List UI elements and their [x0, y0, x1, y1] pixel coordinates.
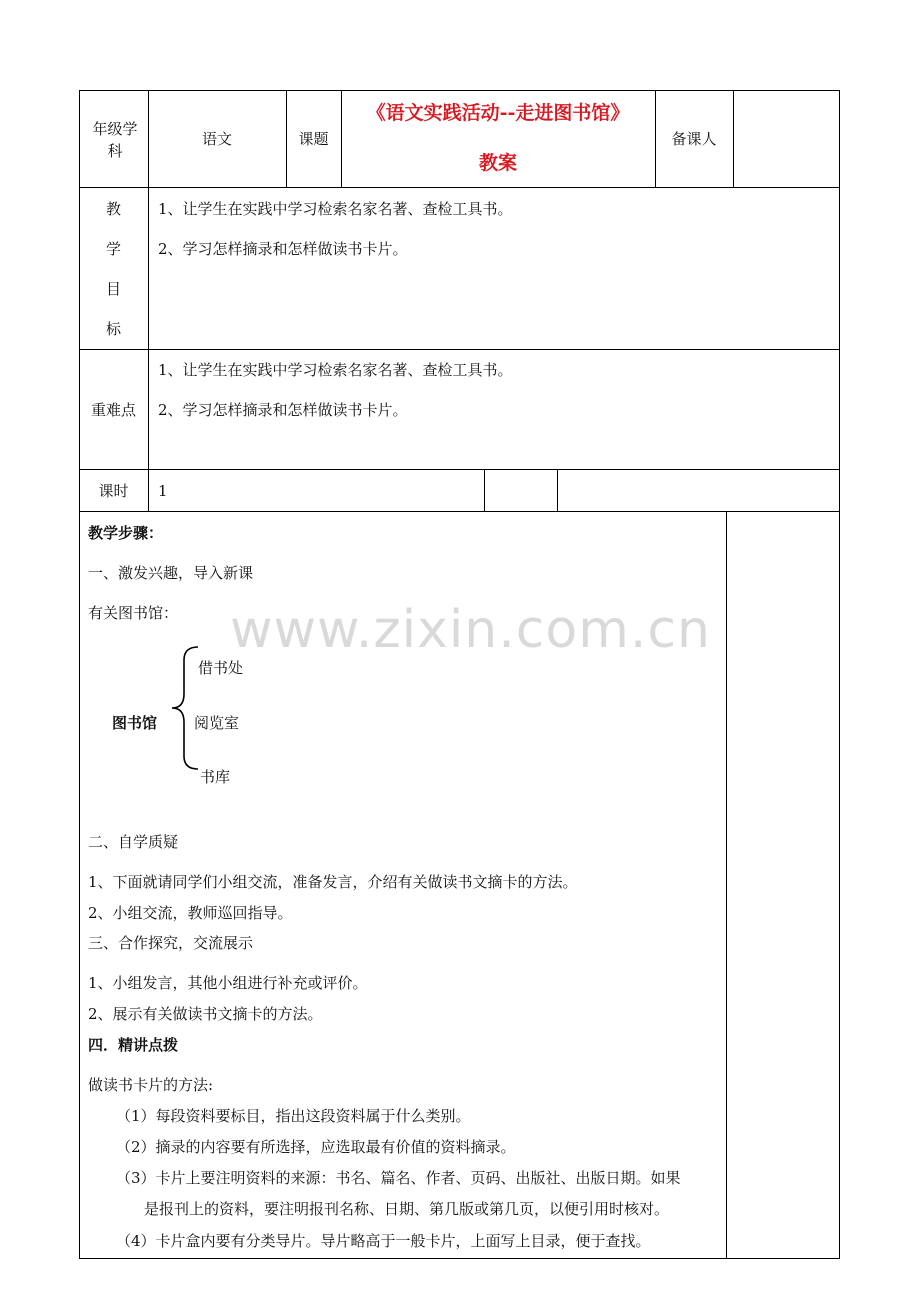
step-item: 1、小组发言，其他小组进行补充或评价。 — [88, 974, 368, 992]
grade-subject-label: 年级学科 — [92, 120, 138, 160]
steps-heading: 教学步骤： — [88, 524, 164, 542]
library-intro: 有关图书馆： — [88, 604, 179, 622]
method-title: 做读书卡片的方法: — [88, 1076, 214, 1094]
hours-label: 课时 — [98, 482, 129, 500]
section-heading: 四．精讲点拨 — [88, 1036, 179, 1054]
preparer-label: 备课人 — [671, 130, 717, 148]
library-root: 图书馆 — [112, 714, 158, 732]
table-divider — [557, 469, 558, 512]
step-item: 2、展示有关做读书文摘卡的方法。 — [88, 1005, 323, 1023]
hours-value: 1 — [158, 482, 168, 500]
table-divider — [79, 469, 840, 470]
library-branch: 借书处 — [198, 659, 244, 677]
table-border-left — [79, 90, 80, 1259]
method-item: （4）卡片盒内要有分类导片。导片略高于一般卡片，上面写上目录，便于查找。 — [116, 1232, 651, 1250]
objective-item: 1、让学生在实践中学习检索名家名著、查检工具书。 — [158, 200, 513, 218]
library-branch: 书库 — [200, 768, 231, 786]
objectives-label-char: 学 — [105, 240, 121, 258]
objectives-label-char: 标 — [105, 320, 121, 338]
key-points-label: 重难点 — [90, 401, 136, 419]
step-item: 1、下面就请同学们小组交流，准备发言，介绍有关做读书文摘卡的方法。 — [88, 873, 578, 891]
table-border-top — [79, 90, 840, 91]
subject-value: 语文 — [201, 130, 232, 148]
table-divider — [726, 511, 727, 1259]
key-point-item: 2、学习怎样摘录和怎样做读书卡片。 — [158, 401, 408, 419]
table-divider — [148, 187, 149, 512]
section-heading: 二、自学质疑 — [88, 833, 179, 851]
section-heading: 三、合作探究，交流展示 — [88, 934, 254, 952]
library-branch: 阅览室 — [194, 714, 240, 732]
objectives-label-char: 目 — [105, 280, 121, 298]
method-item: （1）每段资料要标目，指出这段资料属于什么类别。 — [116, 1107, 471, 1125]
key-point-item: 1、让学生在实践中学习检索名家名著、查检工具书。 — [158, 361, 513, 379]
table-border-right — [839, 90, 840, 1259]
section-heading: 一、激发兴趣，导入新课 — [88, 564, 254, 582]
step-item: 2、小组交流，教师巡回指导。 — [88, 904, 293, 922]
table-divider — [79, 349, 840, 350]
objectives-label-char: 教 — [105, 200, 121, 218]
method-item: （2）摘录的内容要有所选择，应选取最有价值的资料摘录。 — [116, 1138, 516, 1156]
watermark: www.zixin.com.cn — [230, 600, 711, 660]
objective-item: 2、学习怎样摘录和怎样做读书卡片。 — [158, 240, 408, 258]
method-item: （3）卡片上要注明资料的来源：书名、篇名、作者、页码、出版社、出版日期。如果 — [116, 1169, 681, 1187]
lesson-title: 《语文实践活动--走进图书馆》 — [366, 102, 630, 124]
table-divider — [484, 469, 485, 512]
table-divider — [733, 90, 734, 188]
brace-icon — [170, 646, 200, 770]
table-divider — [79, 187, 840, 188]
lesson-title-suffix: 教案 — [478, 152, 517, 174]
method-item-continued: 是报刊上的资料，要注明报刊名称、日期、第几版或第几页，以便引用时核对。 — [144, 1200, 670, 1218]
topic-label: 课题 — [298, 130, 329, 148]
